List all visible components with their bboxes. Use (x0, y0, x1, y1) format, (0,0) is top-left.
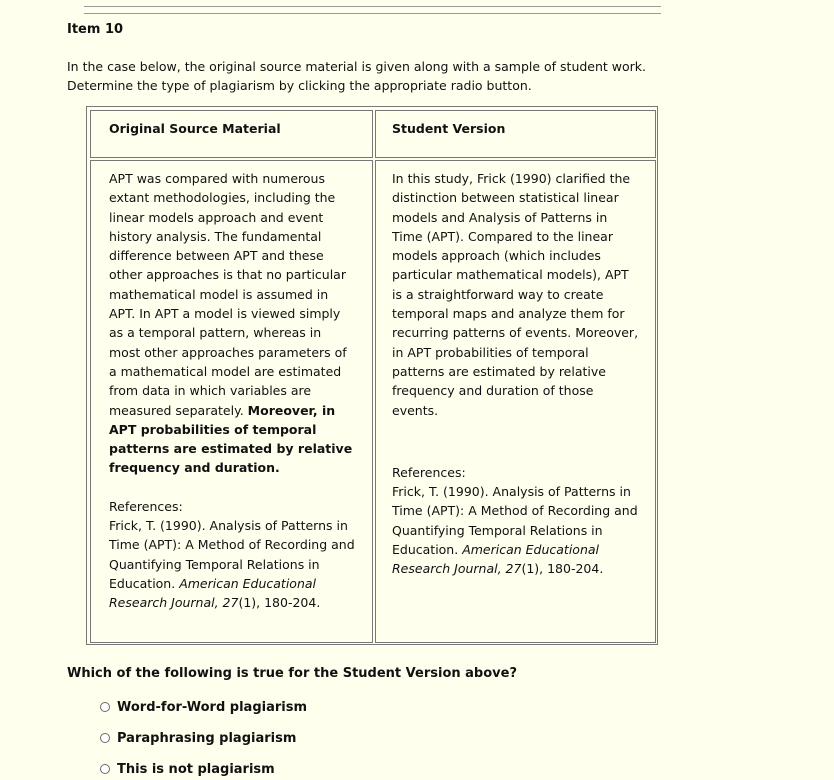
student-version-cell (375, 160, 656, 643)
radio-button[interactable] (100, 733, 110, 743)
original-references (109, 497, 356, 613)
divider-top (84, 6, 661, 7)
comparison-table (86, 106, 658, 645)
instructions-line-1: In the case below, the original source material is given along with a sample of student work. (67, 59, 647, 74)
original-source-cell (90, 160, 373, 643)
option-word-for-word[interactable] (100, 698, 307, 716)
option-paraphrasing[interactable] (100, 729, 296, 747)
question-text: Which of the following is true for the Student Version above? (67, 666, 517, 681)
student-reference-entry: Frick, T. (1990). Analysis of Patterns in Time (APT): A Method of Recording and Quantifying Temporal Relations in Education. American Educational Research Journal, 27(1), 180-204. (392, 484, 638, 577)
option-not-plagiarism[interactable] (100, 760, 275, 778)
option-label: This is not plagiarism (117, 761, 275, 777)
instructions-line-2: Determine the type of plagiarism by clicking the appropriate radio button. (67, 78, 532, 93)
radio-button[interactable] (100, 764, 110, 774)
divider-bottom (84, 13, 661, 14)
student-references (392, 463, 639, 579)
instructions (67, 57, 667, 95)
student-version-header: Student Version (375, 110, 656, 158)
original-source-text: APT was compared with numerous extant methodologies, including the linear models approach and event history analysis. The fundamental difference between APT and these other approaches is that no particular mathematical model is assumed in APT. In APT a model is viewed simply as a temporal pattern, whereas in most other approaches parameters of a mathematical model are estimated from data in which variables are measured separately. (109, 171, 347, 418)
option-label: Word-for-Word plagiarism (117, 699, 307, 715)
student-version-text: In this study, Frick (1990) clarified the distinction between statistical linear models and Analysis of Patterns in Time (APT). Compared to the linear models approach (which includes particular mathematical models), APT is a straightforward way to create temporal maps and analyze them for recurring patterns of events. Moreover, in APT probabilities of temporal patterns are estimated by relative frequency and duration of those events. (392, 171, 639, 418)
original-source-header: Original Source Material (90, 110, 373, 158)
item-title: Item 10 (67, 22, 124, 37)
option-label: Paraphrasing plagiarism (117, 730, 297, 746)
original-references-label: References: (109, 498, 183, 514)
radio-button[interactable] (100, 702, 110, 712)
student-references-label: References: (392, 464, 466, 480)
original-source-bold-text: Moreover, in APT probabilities of temporal patterns are estimated by relative frequency and duration. (109, 402, 353, 476)
original-reference-entry: Frick, T. (1990). Analysis of Patterns in Time (APT): A Method of Recording and Quantifying Temporal Relations in Education. American Educational Research Journal, 27(1), 180-204. (109, 518, 355, 611)
